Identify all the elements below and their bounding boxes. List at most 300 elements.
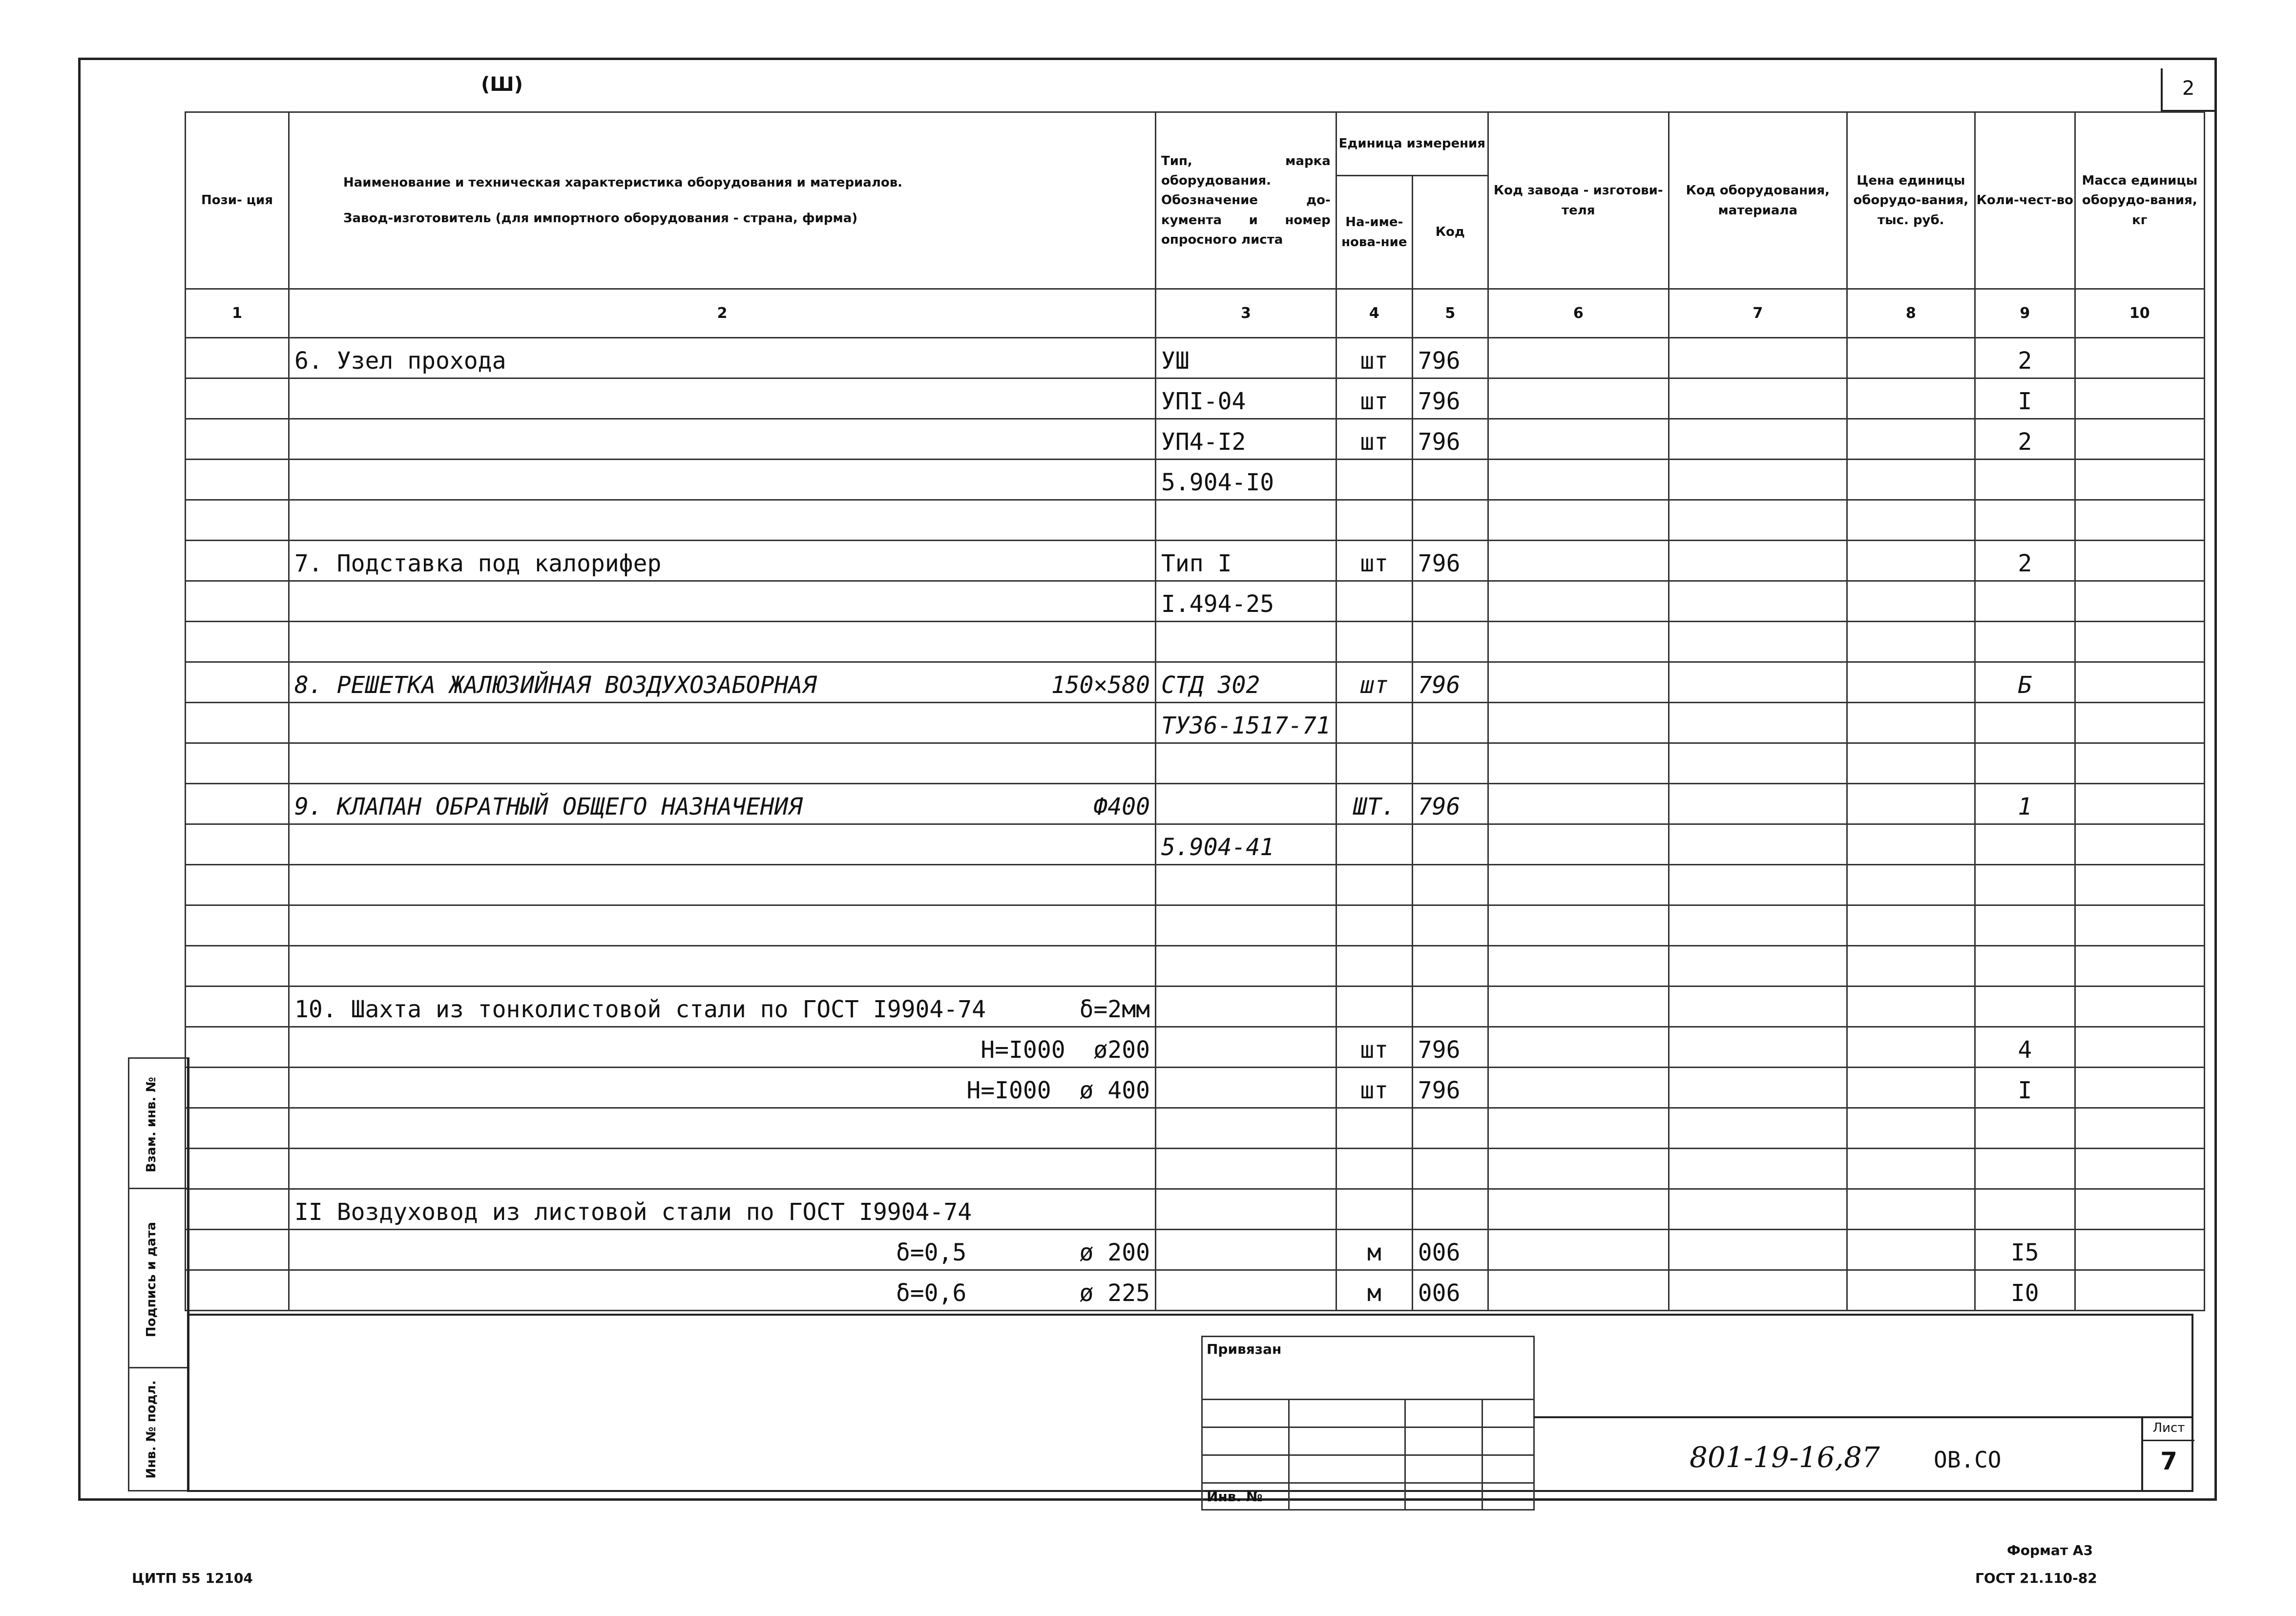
equipment-code-cell: [1669, 905, 1847, 946]
mass-cell: [2075, 865, 2204, 905]
factory-code-cell: [1488, 419, 1669, 460]
price-cell: [1847, 946, 1975, 986]
item-name-text: 7. Подставка под калорифер: [294, 550, 662, 577]
position-cell: [186, 1189, 289, 1230]
item-type-cell: [1156, 1270, 1336, 1311]
sheet-label: Лист: [2143, 1416, 2194, 1441]
price-cell: [1847, 1027, 1975, 1068]
unit-code-cell: 796: [1412, 378, 1488, 419]
item-type-cell: [1156, 986, 1336, 1027]
quantity-cell: [1975, 703, 2075, 743]
item-name-cell: [289, 419, 1156, 460]
unit-name-cell: ШТ.: [1336, 784, 1412, 824]
factory-code-cell: [1488, 338, 1669, 378]
header-price: Цена единицы оборудо-вания, тыс. руб.: [1847, 112, 1975, 289]
quantity-cell: [1975, 824, 2075, 865]
quantity-cell: [1975, 743, 2075, 784]
price-cell: [1847, 865, 1975, 905]
factory-code-cell: [1488, 905, 1669, 946]
quantity-cell: [1975, 622, 2075, 662]
price-cell: [1847, 1270, 1975, 1311]
table-row: [186, 1189, 2205, 1230]
equipment-code-cell: [1669, 541, 1847, 581]
document-suffix: ОВ.СО: [1934, 1447, 2002, 1473]
mass-cell: [2075, 1149, 2204, 1189]
mass-cell: [2075, 419, 2204, 460]
position-cell: [186, 622, 289, 662]
unit-name-cell: [1336, 500, 1412, 541]
table-row: [186, 1068, 2205, 1108]
side-stamp-inv-podl-label: Инв. № подл.: [144, 1380, 159, 1479]
table-row: [186, 905, 2205, 946]
price-cell: [1847, 905, 1975, 946]
unit-code-cell: [1412, 1189, 1488, 1230]
side-stamp-podpis: [128, 1188, 189, 1368]
document-code: 801-19-16,87: [1690, 1441, 1880, 1474]
position-cell: [186, 1230, 289, 1270]
price-cell: [1847, 703, 1975, 743]
factory-code-cell: [1488, 1230, 1669, 1270]
unit-code-cell: [1412, 581, 1488, 622]
table-row: [186, 460, 2205, 500]
unit-code-cell: [1412, 460, 1488, 500]
equipment-code-cell: [1669, 662, 1847, 703]
header-unit: Единица измерения: [1336, 112, 1488, 176]
quantity-cell: I: [1975, 1068, 2075, 1108]
price-cell: [1847, 743, 1975, 784]
unit-code-cell: 006: [1412, 1230, 1488, 1270]
quantity-cell: [1975, 905, 2075, 946]
unit-code-cell: [1412, 824, 1488, 865]
side-stamp-podpis-label: Подпись и дата: [144, 1221, 159, 1338]
quantity-cell: 2: [1975, 338, 2075, 378]
unit-code-cell: [1412, 500, 1488, 541]
table-row: [186, 541, 2205, 581]
col-number: 1: [186, 289, 289, 338]
equipment-code-cell: [1669, 784, 1847, 824]
factory-code-cell: [1488, 1149, 1669, 1189]
table-row: [186, 419, 2205, 460]
column-numbers-row: [186, 289, 2205, 338]
item-type-cell: [1156, 1189, 1336, 1230]
item-type-cell: [1156, 946, 1336, 986]
item-type-cell: [1156, 905, 1336, 946]
mass-cell: [2075, 824, 2204, 865]
item-type-cell: [1156, 500, 1336, 541]
price-cell: [1847, 1189, 1975, 1230]
price-cell: [1847, 662, 1975, 703]
mass-cell: [2075, 1189, 2204, 1230]
price-cell: [1847, 784, 1975, 824]
specification-table: [185, 111, 2205, 1311]
item-type-cell: [1156, 1149, 1336, 1189]
item-name-cell: [289, 662, 1156, 703]
unit-code-cell: [1412, 946, 1488, 986]
quantity-cell: [1975, 865, 2075, 905]
quantity-cell: Б: [1975, 662, 2075, 703]
unit-name-cell: [1336, 824, 1412, 865]
mass-cell: [2075, 378, 2204, 419]
position-cell: [186, 419, 289, 460]
item-name-cell: [289, 743, 1156, 784]
position-cell: [186, 743, 289, 784]
unit-code-cell: [1412, 986, 1488, 1027]
header-quantity: Коли-чест-во: [1975, 112, 2075, 289]
quantity-cell: I: [1975, 378, 2075, 419]
col-number: 9: [1975, 289, 2075, 338]
header-equipment-code: Код оборудования, материала: [1669, 112, 1847, 289]
item-name-text: II Воздуховод из листовой стали по ГОСТ I9904-74: [294, 1198, 972, 1226]
mass-cell: [2075, 460, 2204, 500]
equipment-code-cell: [1669, 1270, 1847, 1311]
equipment-code-cell: [1669, 1230, 1847, 1270]
price-cell: [1847, 541, 1975, 581]
corner-label: (Ш): [481, 73, 523, 96]
item-name-cell: [289, 703, 1156, 743]
position-cell: [186, 662, 289, 703]
item-name-cell: [289, 1068, 1156, 1108]
price-cell: [1847, 986, 1975, 1027]
unit-name-cell: [1336, 905, 1412, 946]
stamp-top-line: [187, 1314, 2192, 1316]
item-type-cell: [1156, 1230, 1336, 1270]
factory-code-cell: [1488, 946, 1669, 986]
header-position: Пози- ция: [186, 112, 289, 289]
item-type-cell: [1156, 1068, 1336, 1108]
factory-code-cell: [1488, 986, 1669, 1027]
mass-cell: [2075, 986, 2204, 1027]
mass-cell: [2075, 662, 2204, 703]
item-extra-text: Ф400: [1093, 793, 1150, 820]
header-unit-name: На-име-нова-ние: [1336, 176, 1412, 289]
price-cell: [1847, 500, 1975, 541]
item-name-cell: [289, 541, 1156, 581]
position-cell: [186, 338, 289, 378]
unit-code-cell: [1412, 1149, 1488, 1189]
inv-no-label: Инв. №: [1202, 1483, 1289, 1510]
table-row: [186, 338, 2205, 378]
side-stamp-inv-podl: [128, 1367, 189, 1491]
col-number: 4: [1336, 289, 1412, 338]
sheet-number: 7: [2160, 1447, 2177, 1475]
table-row: [186, 378, 2205, 419]
mass-cell: [2075, 500, 2204, 541]
item-type-cell: [1156, 865, 1336, 905]
quantity-cell: [1975, 500, 2075, 541]
item-name-cell: [289, 1149, 1156, 1189]
price-cell: [1847, 1068, 1975, 1108]
mass-cell: [2075, 905, 2204, 946]
price-cell: [1847, 378, 1975, 419]
col-number: 3: [1156, 289, 1336, 338]
item-name-cell: [289, 865, 1156, 905]
unit-code-cell: 796: [1412, 541, 1488, 581]
privyazan-label: Привязан: [1202, 1337, 1534, 1400]
unit-name-cell: шт: [1336, 419, 1412, 460]
factory-code-cell: [1488, 460, 1669, 500]
position-cell: [186, 581, 289, 622]
position-cell: [186, 541, 289, 581]
factory-code-cell: [1488, 824, 1669, 865]
table-row: [186, 946, 2205, 986]
price-cell: [1847, 460, 1975, 500]
sheet-number-box: [2141, 1416, 2194, 1491]
price-cell: [1847, 1149, 1975, 1189]
unit-code-cell: [1412, 865, 1488, 905]
quantity-cell: 1: [1975, 784, 2075, 824]
col-number: 8: [1847, 289, 1975, 338]
item-extra-text: δ=2мм: [1079, 996, 1150, 1023]
table-row: [186, 622, 2205, 662]
equipment-code-cell: [1669, 460, 1847, 500]
unit-name-cell: [1336, 581, 1412, 622]
position-cell: [186, 1108, 289, 1149]
item-extra-text: Н=I000 ø200: [981, 1036, 1150, 1064]
price-cell: [1847, 1230, 1975, 1270]
equipment-code-cell: [1669, 1108, 1847, 1149]
factory-code-cell: [1488, 1027, 1669, 1068]
equipment-code-cell: [1669, 946, 1847, 986]
unit-code-cell: [1412, 905, 1488, 946]
side-stamp-divider: [187, 1057, 189, 1492]
side-stamp-inv-vzam: [128, 1057, 189, 1189]
item-type-cell: 5.904-I0: [1156, 460, 1336, 500]
sheet-corner-box: [2161, 68, 2216, 112]
unit-code-cell: 796: [1412, 338, 1488, 378]
header-unit-code: Код: [1412, 176, 1488, 289]
item-name-cell: [289, 1108, 1156, 1149]
table-row: [186, 784, 2205, 824]
unit-name-cell: [1336, 460, 1412, 500]
price-cell: [1847, 419, 1975, 460]
unit-name-cell: [1336, 1189, 1412, 1230]
item-name-text: 8. РЕШЕТКА ЖАЛЮЗИЙНАЯ ВОЗДУХОЗАБОРНАЯ: [294, 672, 817, 699]
table-row: [186, 581, 2205, 622]
equipment-code-cell: [1669, 865, 1847, 905]
position-cell: [186, 1068, 289, 1108]
item-name-cell: [289, 1230, 1156, 1270]
factory-code-cell: [1488, 865, 1669, 905]
item-type-cell: I.494-25: [1156, 581, 1336, 622]
table-row: [186, 1230, 2205, 1270]
mass-cell: [2075, 338, 2204, 378]
unit-code-cell: [1412, 703, 1488, 743]
table-row: [186, 703, 2205, 743]
position-cell: [186, 460, 289, 500]
unit-name-cell: [1336, 865, 1412, 905]
factory-code-cell: [1488, 378, 1669, 419]
table-row: [186, 743, 2205, 784]
table-row: [186, 662, 2205, 703]
position-cell: [186, 1149, 289, 1189]
position-cell: [186, 1027, 289, 1068]
item-name-cell: [289, 1189, 1156, 1230]
table-row: [186, 986, 2205, 1027]
item-type-cell: [1156, 1108, 1336, 1149]
equipment-code-cell: [1669, 824, 1847, 865]
item-name-cell: [289, 905, 1156, 946]
item-name-cell: [289, 1270, 1156, 1311]
mass-cell: [2075, 581, 2204, 622]
mass-cell: [2075, 743, 2204, 784]
factory-code-cell: [1488, 1189, 1669, 1230]
title-block-line: [1533, 1416, 2192, 1418]
table-row: [186, 1108, 2205, 1149]
unit-code-cell: [1412, 622, 1488, 662]
equipment-code-cell: [1669, 986, 1847, 1027]
col-number: 7: [1669, 289, 1847, 338]
mass-cell: [2075, 541, 2204, 581]
quantity-cell: [1975, 581, 2075, 622]
position-cell: [186, 378, 289, 419]
unit-name-cell: шт: [1336, 541, 1412, 581]
quantity-cell: [1975, 1189, 2075, 1230]
side-stamp-inv-vzam-label: Взам. инв. №: [144, 1077, 159, 1173]
equipment-code-cell: [1669, 419, 1847, 460]
item-name-cell: [289, 784, 1156, 824]
position-cell: [186, 905, 289, 946]
equipment-code-cell: [1669, 703, 1847, 743]
item-name-cell: [289, 622, 1156, 662]
item-name-text: 10. Шахта из тонколистовой стали по ГОСТ I9904-74: [294, 996, 986, 1023]
equipment-code-cell: [1669, 1027, 1847, 1068]
quantity-cell: 2: [1975, 541, 2075, 581]
unit-name-cell: м: [1336, 1270, 1412, 1311]
unit-code-cell: [1412, 1108, 1488, 1149]
factory-code-cell: [1488, 784, 1669, 824]
item-type-cell: [1156, 1027, 1336, 1068]
position-cell: [186, 986, 289, 1027]
stamp-bottom-line: [187, 1490, 2193, 1492]
factory-code-cell: [1488, 1068, 1669, 1108]
quantity-cell: I0: [1975, 1270, 2075, 1311]
item-type-cell: Тип I: [1156, 541, 1336, 581]
item-type-cell: [1156, 743, 1336, 784]
privyazan-stamp: [1201, 1336, 1535, 1511]
item-extra-text: Н=I000 ø 400: [966, 1077, 1150, 1104]
header-row: [186, 112, 2205, 176]
item-type-cell: 5.904-41: [1156, 824, 1336, 865]
mass-cell: [2075, 1270, 2204, 1311]
footer-gost: ГОСТ 21.110-82: [1975, 1570, 2097, 1586]
unit-name-cell: шт: [1336, 378, 1412, 419]
unit-code-cell: 796: [1412, 1027, 1488, 1068]
factory-code-cell: [1488, 1270, 1669, 1311]
equipment-code-cell: [1669, 378, 1847, 419]
header-factory-code: Код завода - изготови-теля: [1488, 112, 1669, 289]
item-extra-text: δ=0,6 ø 225: [896, 1280, 1150, 1307]
position-cell: [186, 784, 289, 824]
mass-cell: [2075, 784, 2204, 824]
quantity-cell: [1975, 1108, 2075, 1149]
factory-code-cell: [1488, 743, 1669, 784]
unit-name-cell: м: [1336, 1230, 1412, 1270]
unit-code-cell: [1412, 743, 1488, 784]
table-row: [186, 1149, 2205, 1189]
item-name-cell: [289, 946, 1156, 986]
col-number: 5: [1412, 289, 1488, 338]
item-name-cell: [289, 581, 1156, 622]
header-type: Тип, марка оборудования. Обозначение до-кумента и номер опросного листа: [1156, 112, 1336, 289]
item-name-cell: [289, 338, 1156, 378]
unit-name-cell: [1336, 946, 1412, 986]
footer-format: Формат А3: [2007, 1542, 2093, 1558]
mass-cell: [2075, 703, 2204, 743]
item-extra-text: δ=0,5 ø 200: [896, 1239, 1150, 1266]
item-name-cell: [289, 378, 1156, 419]
position-cell: [186, 824, 289, 865]
unit-name-cell: [1336, 703, 1412, 743]
item-type-cell: УШ: [1156, 338, 1336, 378]
unit-code-cell: 796: [1412, 784, 1488, 824]
price-cell: [1847, 1108, 1975, 1149]
factory-code-cell: [1488, 703, 1669, 743]
mass-cell: [2075, 1068, 2204, 1108]
mass-cell: [2075, 946, 2204, 986]
item-name-cell: [289, 824, 1156, 865]
price-cell: [1847, 622, 1975, 662]
equipment-code-cell: [1669, 1149, 1847, 1189]
position-cell: [186, 946, 289, 986]
unit-name-cell: шт: [1336, 1068, 1412, 1108]
unit-name-cell: [1336, 1108, 1412, 1149]
col-number: 6: [1488, 289, 1669, 338]
header-mass: Масса единицы оборудо-вания, кг: [2075, 112, 2204, 289]
equipment-code-cell: [1669, 743, 1847, 784]
equipment-code-cell: [1669, 622, 1847, 662]
unit-name-cell: [1336, 986, 1412, 1027]
item-type-cell: [1156, 784, 1336, 824]
item-type-cell: СТД 302: [1156, 662, 1336, 703]
quantity-cell: I5: [1975, 1230, 2075, 1270]
position-cell: [186, 703, 289, 743]
item-name-cell: [289, 500, 1156, 541]
header-name: Наименование и техническая характеристика оборудования и материалов. Завод-изготовитель (для импортного оборудования - страна, фирма): [289, 112, 1156, 289]
unit-code-cell: 796: [1412, 662, 1488, 703]
table-row: [186, 1270, 2205, 1311]
table-row: [186, 824, 2205, 865]
factory-code-cell: [1488, 500, 1669, 541]
item-type-cell: [1156, 622, 1336, 662]
unit-name-cell: [1336, 743, 1412, 784]
item-type-cell: УПI-04: [1156, 378, 1336, 419]
item-name-cell: [289, 986, 1156, 1027]
equipment-code-cell: [1669, 1189, 1847, 1230]
equipment-code-cell: [1669, 581, 1847, 622]
unit-name-cell: [1336, 1149, 1412, 1189]
quantity-cell: 2: [1975, 419, 2075, 460]
factory-code-cell: [1488, 541, 1669, 581]
unit-name-cell: шт: [1336, 338, 1412, 378]
quantity-cell: [1975, 986, 2075, 1027]
equipment-code-cell: [1669, 1068, 1847, 1108]
price-cell: [1847, 824, 1975, 865]
quantity-cell: [1975, 460, 2075, 500]
col-number: 10: [2075, 289, 2204, 338]
mass-cell: [2075, 1230, 2204, 1270]
table-row: [186, 865, 2205, 905]
mass-cell: [2075, 1027, 2204, 1068]
table-row: [186, 500, 2205, 541]
position-cell: [186, 500, 289, 541]
unit-name-cell: шт: [1336, 1027, 1412, 1068]
quantity-cell: 4: [1975, 1027, 2075, 1068]
unit-code-cell: 796: [1412, 419, 1488, 460]
item-extra-text: 150×580: [1051, 672, 1150, 699]
factory-code-cell: [1488, 581, 1669, 622]
sheet-corner-number: 2: [2182, 77, 2195, 100]
factory-code-cell: [1488, 622, 1669, 662]
